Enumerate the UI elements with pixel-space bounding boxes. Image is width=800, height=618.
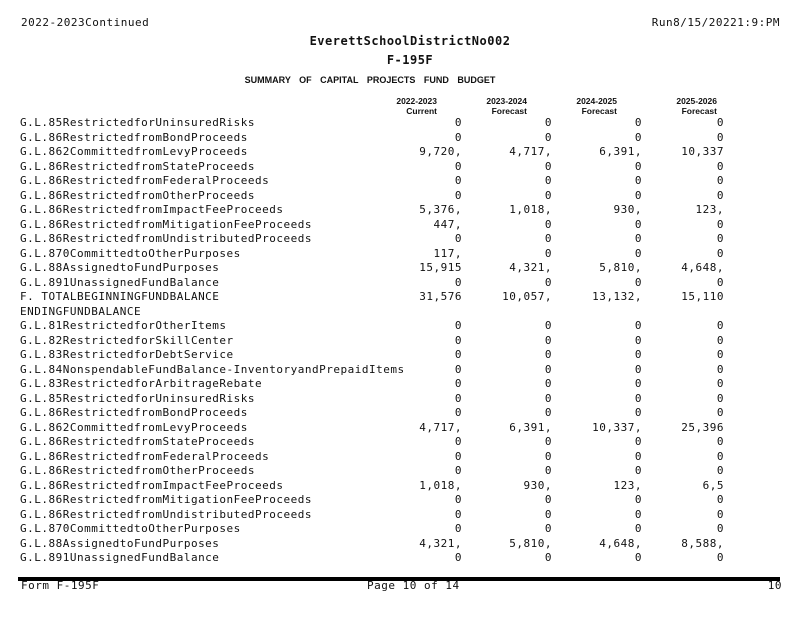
table-row <box>20 348 780 363</box>
row-value-col3: 6,5 <box>702 478 724 492</box>
row-value-col3: 0 <box>716 174 724 187</box>
row-value-col3: 8,588, <box>681 536 724 550</box>
footer-page-number: 10 <box>767 579 782 592</box>
row-value-col2: 0 <box>634 174 642 187</box>
row-value-col2: 0 <box>634 391 642 405</box>
table-row <box>20 334 780 349</box>
row-value-col3: 0 <box>716 232 724 245</box>
row-value-col2: 0 <box>634 362 642 376</box>
row-value-col0: 9,720, <box>419 145 462 158</box>
row-value-col1: 0 <box>544 174 552 187</box>
row-value-col1: 4,717, <box>509 145 552 158</box>
row-value-col0: 15,915 <box>419 261 462 274</box>
row-value-col0: 4,321, <box>419 536 462 550</box>
row-value-col2: 4,648, <box>599 536 642 550</box>
row-value-col2: 0 <box>634 319 642 332</box>
row-label: G.L.83RestrictedforDebtService <box>20 348 234 361</box>
row-value-col1: 930, <box>523 478 552 492</box>
column-kind: Forecast <box>581 106 617 116</box>
row-value-col3: 0 <box>716 551 724 564</box>
row-label: G.L.84NonspendableFundBalance-InventoryandPrepaidItems <box>20 362 405 376</box>
row-label: G.L.86RestrictedfromFederalProceeds <box>20 449 270 463</box>
row-value-col2: 0 <box>634 159 642 173</box>
row-value-col1: 0 <box>544 362 552 376</box>
row-value-col3: 123, <box>695 203 724 216</box>
table-row <box>20 116 780 131</box>
summary-title: SUMMARY OF CAPITAL PROJECTS FUND BUDGET <box>244 75 496 85</box>
row-label: G.L.891UnassignedFundBalance <box>20 275 220 289</box>
table-row <box>20 493 780 508</box>
row-value-col0: 0 <box>454 116 462 129</box>
row-value-col1: 6,391, <box>509 420 552 434</box>
row-value-col2: 0 <box>634 406 642 419</box>
form-title: F-195F <box>386 53 434 67</box>
row-value-col0: 0 <box>454 449 462 463</box>
table-row <box>20 218 780 233</box>
row-label: G.L.86RestrictedfromStateProceeds <box>20 435 256 448</box>
row-label: G.L.81RestrictedforOtherItems <box>20 319 227 332</box>
row-value-col1: 0 <box>544 435 552 448</box>
row-value-col0: 0 <box>454 435 462 448</box>
row-value-col2: 0 <box>634 522 642 535</box>
row-value-col1: 0 <box>544 551 552 564</box>
row-label: G.L.86RestrictedfromStateProceeds <box>20 159 256 173</box>
row-value-col3: 0 <box>716 362 724 376</box>
row-value-col0: 31,576 <box>419 290 462 303</box>
row-label: G.L.86RestrictedfromImpactFeeProceeds <box>20 203 284 216</box>
table-row <box>20 435 780 450</box>
row-value-col0: 0 <box>454 493 462 506</box>
row-value-col0: 447, <box>433 217 462 231</box>
row-label: G.L.891UnassignedFundBalance <box>20 551 220 564</box>
row-value-col3: 0 <box>716 391 724 405</box>
row-value-col3: 0 <box>716 464 724 477</box>
row-value-col3: 0 <box>716 217 724 231</box>
row-label: G.L.86RestrictedfromFederalProceeds <box>20 174 270 187</box>
row-label: G.L.86RestrictedfromBondProceeds <box>20 406 248 419</box>
row-label: G.L.870CommittedtoOtherPurposes <box>20 246 241 260</box>
row-value-col3: 0 <box>716 319 724 332</box>
row-value-col3: 0 <box>716 493 724 506</box>
table-row <box>20 377 780 392</box>
row-value-col2: 123, <box>613 478 642 492</box>
table-row <box>20 174 780 189</box>
table-row <box>20 450 780 465</box>
row-value-col0: 0 <box>454 174 462 187</box>
row-value-col0: 0 <box>454 522 462 535</box>
row-value-col0: 0 <box>454 348 462 361</box>
row-label: G.L.870CommittedtoOtherPurposes <box>20 522 241 535</box>
row-value-col3: 0 <box>716 333 724 347</box>
table-row <box>20 290 780 305</box>
row-value-col0: 0 <box>454 159 462 173</box>
row-value-col2: 0 <box>634 348 642 361</box>
row-value-col0: 5,376, <box>419 203 462 216</box>
footer-form: Form F-195F <box>21 579 100 592</box>
row-label: G.L.85RestrictedforUninsuredRisks <box>20 116 256 129</box>
row-value-col2: 13,132, <box>592 290 642 303</box>
row-label: G.L.88AssignedtoFundPurposes <box>20 261 220 274</box>
row-value-col0: 0 <box>454 232 462 245</box>
column-header-1 <box>462 96 527 116</box>
row-value-col0: 0 <box>454 130 462 144</box>
row-value-col3: 0 <box>716 116 724 129</box>
row-value-col1: 0 <box>544 275 552 289</box>
row-value-col2: 0 <box>634 551 642 564</box>
row-label: G.L.86RestrictedfromBondProceeds <box>20 130 248 144</box>
row-value-col3: 0 <box>716 406 724 419</box>
row-label: G.L.862CommittedfromLevyProceeds <box>20 420 248 434</box>
row-value-col1: 0 <box>544 246 552 260</box>
column-year: 2022-2023 <box>396 96 437 106</box>
row-value-col3: 4,648, <box>681 261 724 274</box>
row-value-col1: 0 <box>544 464 552 477</box>
row-value-col3: 0 <box>716 275 724 289</box>
footer-page: Page 10 of 14 <box>367 579 460 592</box>
row-label: G.L.83RestrictedforArbitrageRebate <box>20 377 263 390</box>
table-row <box>20 305 780 320</box>
table-row <box>20 464 780 479</box>
row-value-col0: 0 <box>454 319 462 332</box>
row-value-col2: 0 <box>634 435 642 448</box>
column-year: 2025-2026 <box>676 96 717 106</box>
row-value-col1: 0 <box>544 449 552 463</box>
row-value-col1: 0 <box>544 217 552 231</box>
row-value-col1: 10,057, <box>502 290 552 303</box>
row-value-col1: 0 <box>544 333 552 347</box>
row-value-col3: 0 <box>716 449 724 463</box>
table-row <box>20 522 780 537</box>
table-row <box>20 392 780 407</box>
row-value-col1: 0 <box>544 391 552 405</box>
row-value-col2: 0 <box>634 449 642 463</box>
row-value-col1: 0 <box>544 507 552 521</box>
table-row <box>20 160 780 175</box>
row-value-col3: 25,396 <box>681 420 724 434</box>
table-row <box>20 508 780 523</box>
row-value-col2: 0 <box>634 217 642 231</box>
table-row <box>20 537 780 552</box>
row-value-col2: 0 <box>634 507 642 521</box>
row-value-col0: 117, <box>433 246 462 260</box>
row-label: G.L.86RestrictedfromMitigationFeeProceeds <box>20 217 313 231</box>
district-title: EverettSchoolDistrictNo002 <box>309 34 511 48</box>
table-row <box>20 261 780 276</box>
row-value-col1: 0 <box>544 377 552 390</box>
table-row <box>20 145 780 160</box>
column-kind: Current <box>406 106 437 116</box>
row-value-col0: 0 <box>454 406 462 419</box>
row-value-col1: 1,018, <box>509 203 552 216</box>
row-value-col0: 1,018, <box>419 478 462 492</box>
row-value-col0: 0 <box>454 464 462 477</box>
row-value-col2: 0 <box>634 116 642 129</box>
row-value-col3: 0 <box>716 522 724 535</box>
continued-label: 2022-2023Continued <box>21 16 150 29</box>
row-value-col1: 0 <box>544 188 552 202</box>
table-row <box>20 363 780 378</box>
row-value-col3: 10,337 <box>681 145 724 158</box>
row-label: G.L.85RestrictedforUninsuredRisks <box>20 391 256 405</box>
column-header-3 <box>652 96 717 116</box>
row-value-col0: 0 <box>454 551 462 564</box>
row-value-col2: 0 <box>634 464 642 477</box>
row-label: F. TOTALBEGINNINGFUNDBALANCE <box>20 290 220 303</box>
row-value-col3: 0 <box>716 188 724 202</box>
row-label: G.L.862CommittedfromLevyProceeds <box>20 145 248 158</box>
row-value-col0: 0 <box>454 275 462 289</box>
row-value-col1: 5,810, <box>509 536 552 550</box>
row-value-col3: 0 <box>716 435 724 448</box>
row-value-col3: 0 <box>716 348 724 361</box>
row-label: G.L.82RestrictedforSkillCenter <box>20 333 234 347</box>
column-header-0 <box>372 96 437 116</box>
row-value-col2: 6,391, <box>599 145 642 158</box>
row-value-col2: 10,337, <box>592 420 642 434</box>
row-value-col0: 0 <box>454 377 462 390</box>
row-value-col1: 0 <box>544 159 552 173</box>
row-value-col0: 0 <box>454 391 462 405</box>
row-value-col2: 0 <box>634 130 642 144</box>
row-value-col1: 0 <box>544 232 552 245</box>
row-value-col3: 15,110 <box>681 290 724 303</box>
row-label: G.L.86RestrictedfromOtherProceeds <box>20 188 256 202</box>
row-value-col2: 0 <box>634 333 642 347</box>
row-value-col1: 0 <box>544 319 552 332</box>
row-label: G.L.86RestrictedfromImpactFeeProceeds <box>20 478 284 492</box>
table-row <box>20 319 780 334</box>
row-value-col1: 0 <box>544 130 552 144</box>
row-value-col2: 0 <box>634 246 642 260</box>
table-row <box>20 131 780 146</box>
table-row <box>20 406 780 421</box>
column-year: 2024-2025 <box>576 96 617 106</box>
table-row <box>20 232 780 247</box>
row-value-col3: 0 <box>716 246 724 260</box>
column-kind: Forecast <box>491 106 527 116</box>
row-value-col2: 930, <box>613 203 642 216</box>
row-label: G.L.88AssignedtoFundPurposes <box>20 536 220 550</box>
column-year: 2023-2024 <box>486 96 527 106</box>
row-value-col2: 0 <box>634 232 642 245</box>
row-value-col2: 5,810, <box>599 261 642 274</box>
row-value-col1: 0 <box>544 493 552 506</box>
table-row <box>20 421 780 436</box>
table-row <box>20 203 780 218</box>
row-value-col1: 4,321, <box>509 261 552 274</box>
row-value-col0: 0 <box>454 333 462 347</box>
row-label: G.L.86RestrictedfromMitigationFeeProceeds <box>20 493 313 506</box>
row-value-col0: 4,717, <box>419 420 462 434</box>
column-header-2 <box>552 96 617 116</box>
column-kind: Forecast <box>681 106 717 116</box>
row-value-col2: 0 <box>634 493 642 506</box>
row-value-col2: 0 <box>634 275 642 289</box>
row-value-col0: 0 <box>454 188 462 202</box>
row-value-col1: 0 <box>544 406 552 419</box>
table-row <box>20 479 780 494</box>
row-value-col0: 0 <box>454 362 462 376</box>
row-value-col3: 0 <box>716 130 724 144</box>
table-row <box>20 247 780 262</box>
row-value-col1: 0 <box>544 348 552 361</box>
row-label: G.L.86RestrictedfromUndistributedProceeds <box>20 232 313 245</box>
row-value-col2: 0 <box>634 188 642 202</box>
table-row <box>20 276 780 291</box>
table-row <box>20 551 780 566</box>
row-value-col3: 0 <box>716 159 724 173</box>
row-label: G.L.86RestrictedfromOtherProceeds <box>20 464 256 477</box>
table-row <box>20 189 780 204</box>
row-value-col3: 0 <box>716 377 724 390</box>
row-value-col1: 0 <box>544 116 552 129</box>
row-label: ENDINGFUNDBALANCE <box>20 304 142 318</box>
budget-table <box>20 116 780 566</box>
row-value-col2: 0 <box>634 377 642 390</box>
row-value-col3: 0 <box>716 507 724 521</box>
row-value-col1: 0 <box>544 522 552 535</box>
row-value-col0: 0 <box>454 507 462 521</box>
run-timestamp: Run8/15/20221:9:PM <box>651 16 780 29</box>
row-label: G.L.86RestrictedfromUndistributedProceeds <box>20 507 313 521</box>
